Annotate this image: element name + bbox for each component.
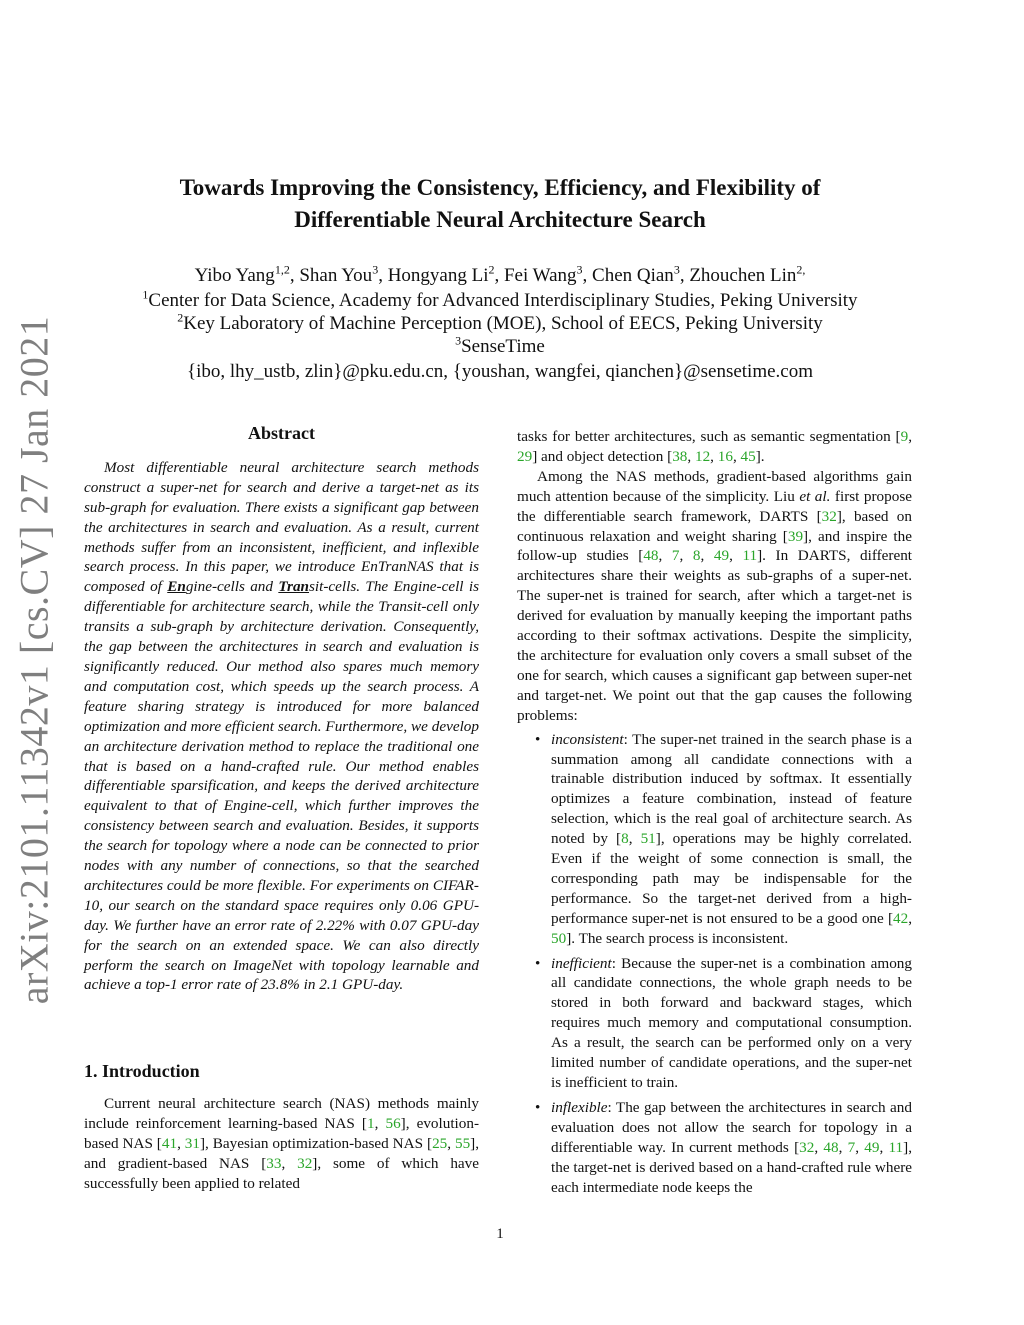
affiliation-1: $^1$Center for Data Science, Academy for Advanced Interdisciplinary Studies, Peking University bbox=[142, 287, 858, 311]
citation-link[interactable]: 32 bbox=[799, 1138, 815, 1156]
citation-link[interactable]: 8 bbox=[621, 830, 629, 848]
citation-link[interactable]: 45 bbox=[740, 447, 756, 465]
citation-link[interactable]: 9 bbox=[900, 428, 909, 445]
citation-link[interactable]: 11 bbox=[888, 1138, 904, 1156]
intro-paragraph: Current neural architecture search (NAS) methods mainly include reinforcement learning-based NAS [1, 56], evolution-based NAS [41, 31], Bayesian optimization-based NAS [25, 55], and gradient-based NAS [33, 32], some of which have successfully been applied to related bbox=[84, 1094, 480, 1192]
affiliation-3: $^3$SenseTime bbox=[455, 333, 545, 357]
citation-link[interactable]: 49 bbox=[864, 1138, 880, 1156]
citation-link[interactable]: 25 bbox=[432, 1134, 448, 1152]
citation-link[interactable]: 1 bbox=[367, 1114, 375, 1132]
darts-paragraph: Among the NAS methods, gradient-based algorithms gain much attention because of the simplicity. Liu et al. first propose the differentiable search framework, DARTS [32], based on continuous relaxation and weight sharing [39], and inspire the follow-up studies [48, 7, 8, 49, 11]. In DARTS, different architectures share their weights as sub-graphs of a super-net. The super-net is trained for search, after which a target-net is derived for evaluation by manually keeping the important paths according to their softmax activations. Despite the simplicity, the architecture for evaluation only covers a small subset of the one for search, which causes a significant gap between super-net and target-net. We point out that the gap causes the following problems: bbox=[517, 467, 913, 724]
citation-link[interactable]: 32 bbox=[821, 507, 837, 525]
citation-link[interactable]: 12 bbox=[694, 447, 711, 465]
author-emails: {ibo, lhy_ustb, zlin}@pku.edu.cn, {youshan, wangfei, qianchen}@sensetime.com bbox=[186, 361, 814, 382]
citation-link[interactable]: 56 bbox=[385, 1114, 401, 1132]
citation-link[interactable]: 33 bbox=[266, 1154, 282, 1172]
citation-link[interactable]: 7 bbox=[671, 547, 680, 565]
citation-link[interactable]: 48 bbox=[643, 547, 659, 565]
bullet-icon: • bbox=[535, 954, 541, 972]
bullet-icon: • bbox=[535, 730, 541, 748]
abstract-heading: Abstract bbox=[248, 423, 315, 443]
author: Zhouchen Lin$^{2,}$ bbox=[689, 262, 806, 286]
list-item: • inconsistent: The super-net trained in the search phase is a summation among all candidate connections with a trainable distribution induced by softmax. It essentially optimizes a feature combination, instead of feature selection, which is the real goal of architecture search. As noted by [8, 51], operations may be highly correlated. Even if the weight of some connection is small, the corresponding path may be indispensable for the performance. So the target-net derived from a high-performance super-net is not ensured to be a good one [42, 50]. The search process is inconsistent. bbox=[535, 730, 912, 947]
title-line-2: Differentiable Neural Architecture Search bbox=[294, 207, 706, 232]
title-line-1: Towards Improving the Consistency, Efficiency, and Flexibility of bbox=[179, 175, 821, 200]
citation-link[interactable]: 11 bbox=[742, 547, 758, 565]
citation-link[interactable]: 29 bbox=[517, 447, 533, 465]
citation-link[interactable]: 41 bbox=[161, 1134, 178, 1152]
author: Shan You$^3$, bbox=[299, 262, 388, 286]
citation-link[interactable]: 8 bbox=[692, 547, 701, 565]
introduction-section bbox=[84, 1062, 479, 1193]
citation-link[interactable]: 7 bbox=[847, 1138, 856, 1156]
page-number: 1 bbox=[496, 1226, 504, 1242]
citation-link[interactable]: 55 bbox=[454, 1134, 471, 1152]
citation-link[interactable]: 48 bbox=[823, 1138, 839, 1156]
author: Yibo Yang$^{1,2}$, bbox=[194, 262, 300, 286]
abstract-body: Most differentiable neural architecture search methods construct a super-net for search and derive a target-net as its sub-graph for evaluation. There exists a significant gap between the architectures in search and evaluation. As a result, current methods suffer from an inconsistent, inefficient, and inflexible search process. In this paper, we introduce EnTranNAS that is composed of Engine-cells and Transit-cells. The Engine-cell is differentiable for architecture search, while the Transit-cell only transits a sub-graph by architecture derivation. Consequently, the gap between the architectures in search and evaluation is significantly reduced. Our method also spares much memory and computation cost, which speeds up the search process. A feature sharing strategy is introduced for more balanced optimization and more efficient search. Furthermore, we develop an architecture derivation method to replace the traditional one that is based on a hand-crafted rule. Our method enables differentiable sparsification, and keeps the derived architecture equivalent to that of Engine-cell, which further improves the consistency between search and evaluation. Besides, it supports the search for topology where a node can be connected to prior nodes with any number of connections, so that the searched architectures could be more flexible. For experiments on CIFAR-10, our search on the standard space requires only 0.06 GPU-day. We further have an error rate of 2.22% with 0.07 GPU-day for the search on an extended space. We can also directly perform the search on ImageNet with topology learnable and achieve a top-1 error rate of 23.8% in 2.1 GPU-day. bbox=[84, 458, 479, 994]
author: Chen Qian$^3$, bbox=[592, 262, 690, 286]
affiliation-2: $^2$Key Laboratory of Machine Perception (MOE), School of EECS, Peking University bbox=[177, 310, 823, 334]
list-item: • inflexible: The gap between the architectures in search and evaluation does not allow the search for topology in a differentiable way. In current methods [32, 48, 7, 49, 11], the target-net is derived based on a hand-crafted rule where each intermediate node keeps the bbox=[535, 1098, 913, 1196]
citation-link[interactable]: 38 bbox=[672, 447, 688, 465]
author-list bbox=[100, 264, 900, 288]
citation-link[interactable]: 42 bbox=[893, 909, 909, 927]
author: Hongyang Li$^2$, bbox=[387, 262, 504, 286]
citation-link[interactable]: 32 bbox=[297, 1154, 313, 1172]
intro-continued-paragraph: tasks for better architectures, such as semantic segmentation [9, 29] and object detection [38, 12, 16, 45]. bbox=[517, 428, 912, 465]
citation-link[interactable]: 49 bbox=[713, 547, 730, 565]
citation-link[interactable]: 39 bbox=[787, 527, 804, 545]
bullet-icon: • bbox=[535, 1098, 541, 1116]
author: Fei Wang$^3$, bbox=[503, 262, 593, 286]
arxiv-identifier: arXiv:2101.11342v1 [cs.CV] 27 Jan 2021 bbox=[11, 315, 57, 1005]
citation-link[interactable]: 16 bbox=[717, 447, 733, 465]
right-column bbox=[517, 427, 912, 1202]
paper-title bbox=[100, 172, 900, 236]
citation-link[interactable]: 31 bbox=[184, 1134, 200, 1152]
left-column bbox=[84, 424, 479, 995]
introduction-heading: 1. Introduction bbox=[84, 1061, 200, 1081]
citation-link[interactable]: 51 bbox=[640, 830, 656, 848]
problem-list bbox=[517, 730, 912, 1198]
list-item: • inefficient: Because the super-net is a combination among all candidate connections, the whole graph needs to be stored in both forward and backward stages, which requires much memory and computational consumption. As a result, the search can be performed only on a very limited number of candidate operations, and the super-net is inefficient to train. bbox=[535, 954, 912, 1091]
citation-link[interactable]: 50 bbox=[551, 929, 567, 947]
